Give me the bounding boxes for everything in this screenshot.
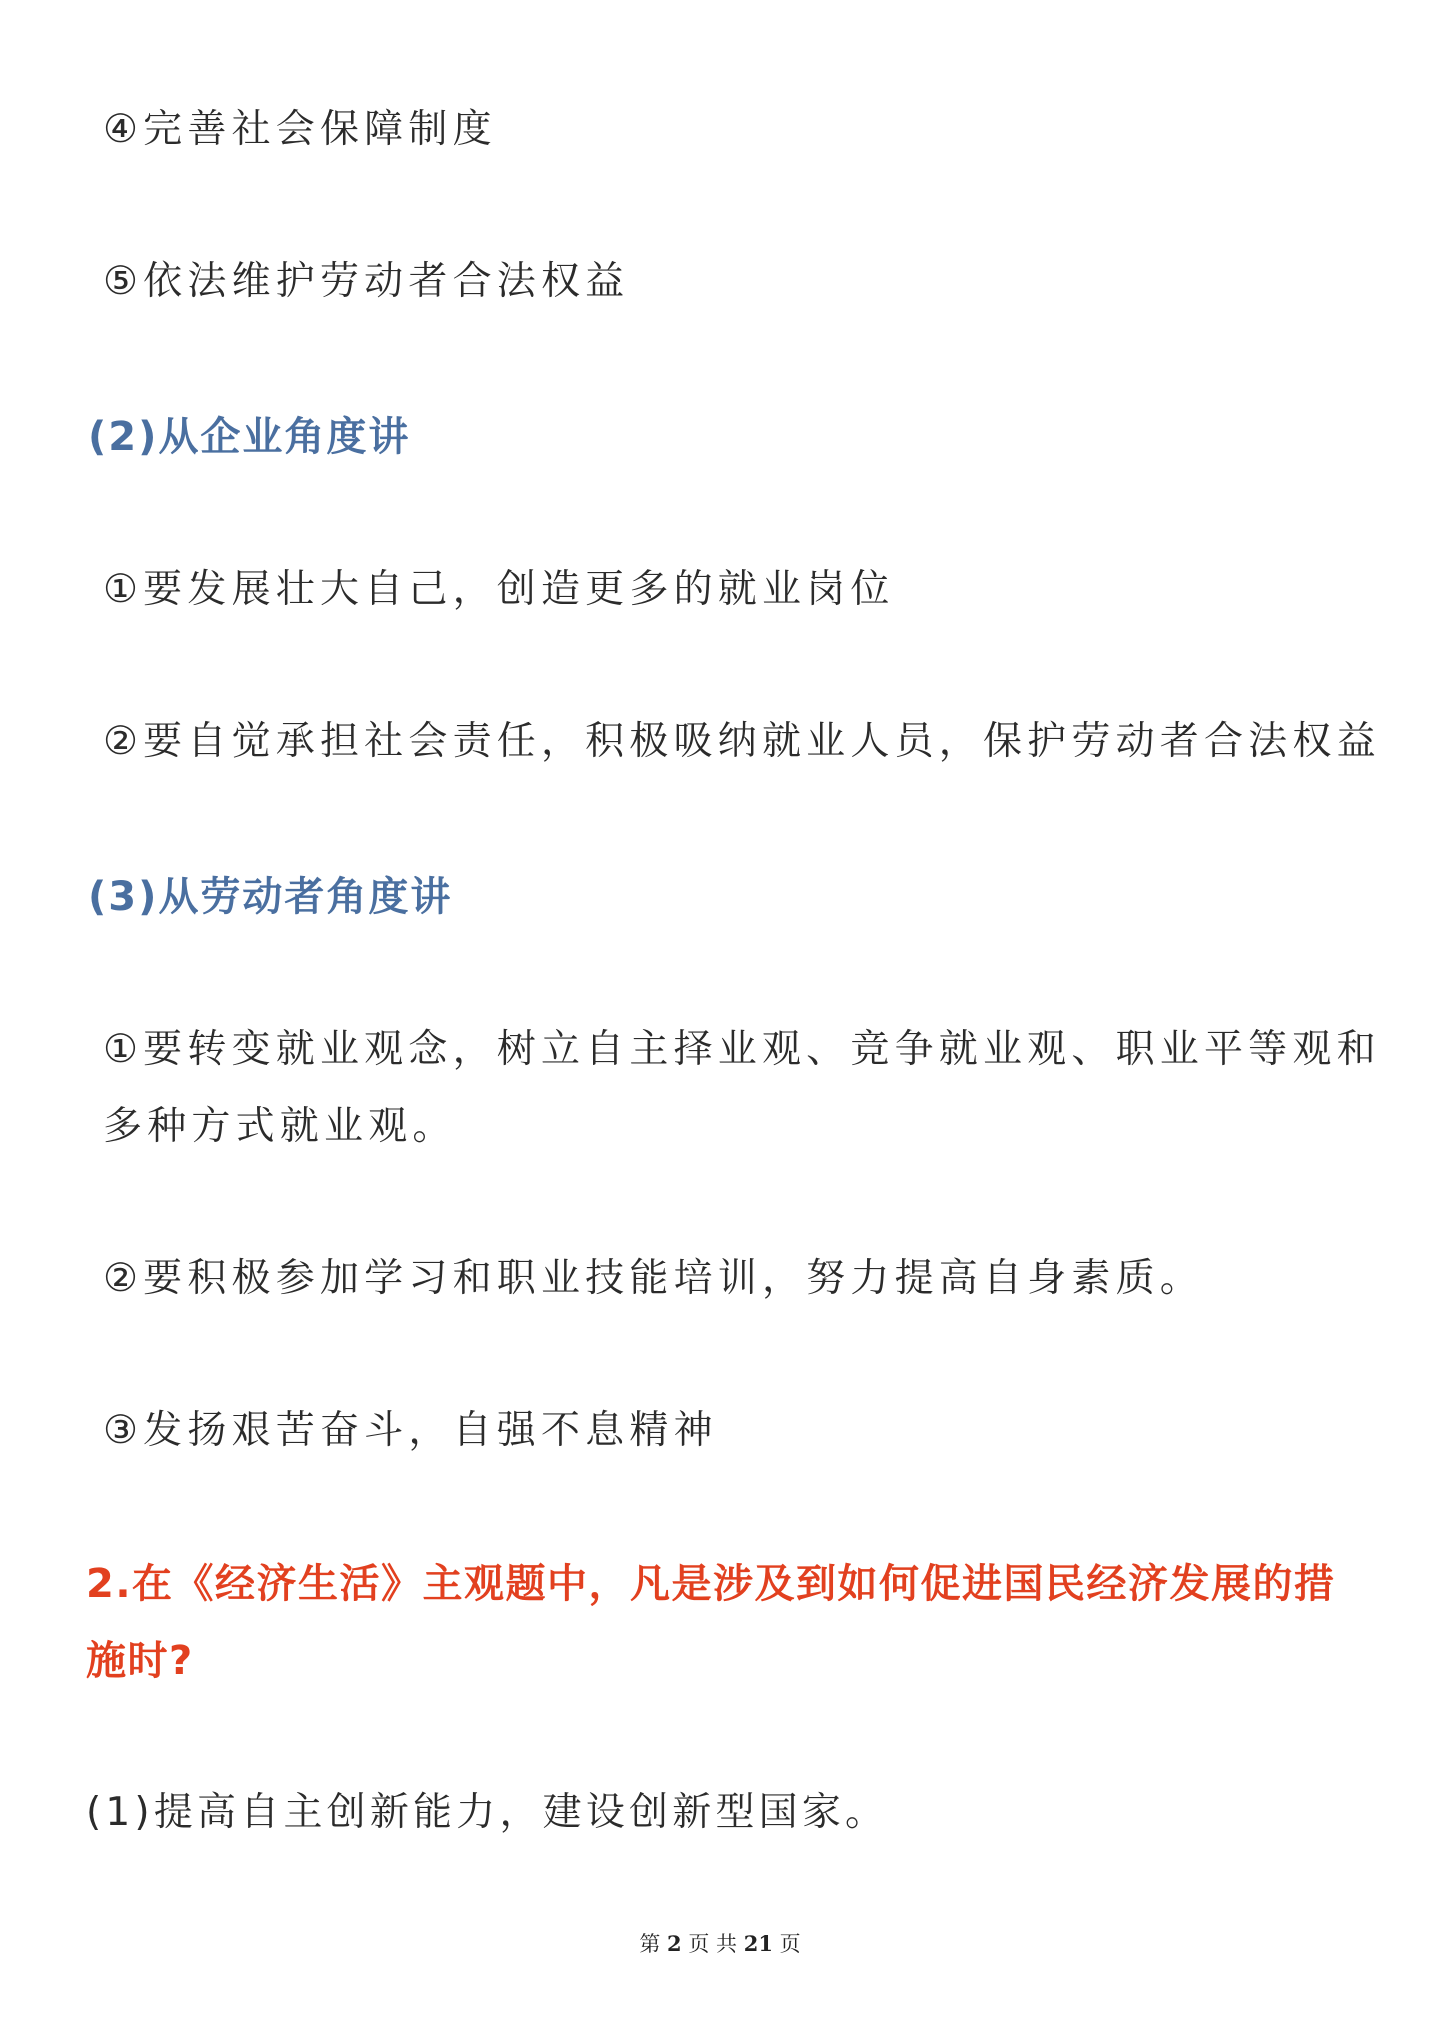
footer-prefix: 第: [639, 1932, 661, 1956]
list-item-continuation: 多种方式就业观。: [103, 1104, 457, 1149]
list-item: ②要自觉承担社会责任，积极吸纳就业人员，保护劳动者合法权益: [103, 719, 1381, 764]
footer-page-number: 2: [667, 1931, 682, 1956]
section-heading-worker: (3)从劳动者角度讲: [88, 874, 453, 920]
list-item: ③发扬艰苦奋斗，自强不息精神: [103, 1408, 718, 1453]
answer-point: (1)提高自主创新能力，建设创新型国家。: [86, 1790, 889, 1835]
question-heading: 2.在《经济生活》主观题中，凡是涉及到如何促进国民经济发展的措: [86, 1561, 1336, 1607]
section-heading-enterprise: (2)从企业角度讲: [88, 414, 411, 460]
list-item: ②要积极参加学习和职业技能培训，努力提高自身素质。: [103, 1256, 1204, 1301]
list-item: ④完善社会保障制度: [103, 107, 497, 152]
page-footer: [0, 1933, 1440, 1955]
list-item: ①要转变就业观念，树立自主择业观、竞争就业观、职业平等观和: [103, 1027, 1381, 1072]
question-heading-continuation: 施时?: [86, 1638, 194, 1684]
list-item: ①要发展壮大自己，创造更多的就业岗位: [103, 567, 895, 612]
list-item: ⑤依法维护劳动者合法权益: [103, 259, 630, 304]
footer-suffix: 页: [779, 1932, 801, 1956]
footer-middle: 页 共: [688, 1932, 738, 1956]
footer-total-pages: 21: [743, 1931, 773, 1956]
